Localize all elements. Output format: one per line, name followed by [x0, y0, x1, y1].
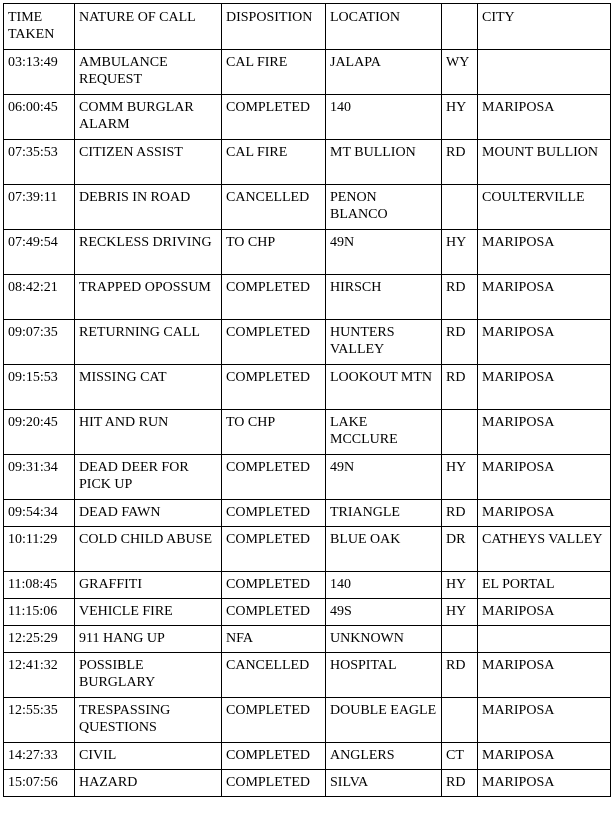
cell-time-taken: 09:20:45 — [4, 410, 75, 455]
table-row — [4, 140, 611, 185]
table-row — [4, 698, 611, 743]
cell-disposition: COMPLETED — [222, 770, 326, 797]
cell-street-suffix: HY — [442, 95, 478, 140]
cell-time-taken: 12:25:29 — [4, 626, 75, 653]
cell-nature-of-call: TRAPPED OPOSSUM — [75, 275, 222, 320]
cell-time-taken: 14:27:33 — [4, 743, 75, 770]
cell-street-suffix: WY — [442, 50, 478, 95]
cell-nature-of-call: RECKLESS DRIVING — [75, 230, 222, 275]
cell-street-suffix: HY — [442, 599, 478, 626]
cell-nature-of-call: CITIZEN ASSIST — [75, 140, 222, 185]
table-row — [4, 95, 611, 140]
cell-city: MARIPOSA — [478, 455, 611, 500]
table-row — [4, 410, 611, 455]
cell-street-suffix: DR — [442, 527, 478, 572]
cell-city: MARIPOSA — [478, 653, 611, 698]
cell-nature-of-call: DEBRIS IN ROAD — [75, 185, 222, 230]
cell-disposition: CAL FIRE — [222, 50, 326, 95]
cell-time-taken: 11:15:06 — [4, 599, 75, 626]
cell-disposition: COMPLETED — [222, 95, 326, 140]
cell-nature-of-call: GRAFFITI — [75, 572, 222, 599]
cell-disposition: COMPLETED — [222, 743, 326, 770]
cell-nature-of-call: COMM BURGLAR ALARM — [75, 95, 222, 140]
cell-nature-of-call: COLD CHILD ABUSE — [75, 527, 222, 572]
cell-disposition: TO CHP — [222, 230, 326, 275]
call-log-table — [3, 3, 611, 797]
cell-street-suffix: RD — [442, 140, 478, 185]
cell-time-taken: 07:49:54 — [4, 230, 75, 275]
cell-city: CATHEYS VALLEY — [478, 527, 611, 572]
header-disposition: DISPOSITION — [222, 4, 326, 50]
cell-street-suffix: HY — [442, 455, 478, 500]
cell-disposition: COMPLETED — [222, 599, 326, 626]
table-row — [4, 185, 611, 230]
cell-street-suffix: CT — [442, 743, 478, 770]
cell-city: MARIPOSA — [478, 770, 611, 797]
cell-disposition: COMPLETED — [222, 320, 326, 365]
cell-location: 140 — [326, 95, 442, 140]
cell-city: MARIPOSA — [478, 275, 611, 320]
cell-time-taken: 06:00:45 — [4, 95, 75, 140]
cell-nature-of-call: POSSIBLE BURGLARY — [75, 653, 222, 698]
cell-location: LAKE MCCLURE — [326, 410, 442, 455]
cell-city: COULTERVILLE — [478, 185, 611, 230]
cell-street-suffix — [442, 410, 478, 455]
header-city: CITY — [478, 4, 611, 50]
cell-nature-of-call: RETURNING CALL — [75, 320, 222, 365]
table-row — [4, 599, 611, 626]
cell-disposition: CAL FIRE — [222, 140, 326, 185]
table-row — [4, 572, 611, 599]
cell-city: MARIPOSA — [478, 599, 611, 626]
header-street-suffix — [442, 4, 478, 50]
cell-nature-of-call: CIVIL — [75, 743, 222, 770]
cell-city: MARIPOSA — [478, 95, 611, 140]
table-row — [4, 527, 611, 572]
cell-city: MARIPOSA — [478, 743, 611, 770]
cell-city: MOUNT BULLION — [478, 140, 611, 185]
cell-disposition: COMPLETED — [222, 698, 326, 743]
table-row — [4, 743, 611, 770]
table-row — [4, 275, 611, 320]
cell-time-taken: 09:54:34 — [4, 500, 75, 527]
cell-city: MARIPOSA — [478, 230, 611, 275]
table-row — [4, 500, 611, 527]
cell-time-taken: 09:15:53 — [4, 365, 75, 410]
cell-time-taken: 03:13:49 — [4, 50, 75, 95]
cell-nature-of-call: HIT AND RUN — [75, 410, 222, 455]
cell-nature-of-call: DEAD DEER FOR PICK UP — [75, 455, 222, 500]
cell-nature-of-call: DEAD FAWN — [75, 500, 222, 527]
cell-disposition: COMPLETED — [222, 275, 326, 320]
cell-time-taken: 15:07:56 — [4, 770, 75, 797]
cell-disposition: COMPLETED — [222, 500, 326, 527]
cell-time-taken: 09:07:35 — [4, 320, 75, 365]
table-row — [4, 653, 611, 698]
header-time-taken: TIME TAKEN — [4, 4, 75, 50]
cell-location: PENON BLANCO — [326, 185, 442, 230]
header-location: LOCATION — [326, 4, 442, 50]
cell-city: MARIPOSA — [478, 500, 611, 527]
cell-street-suffix — [442, 698, 478, 743]
cell-time-taken: 11:08:45 — [4, 572, 75, 599]
cell-location: 49N — [326, 230, 442, 275]
cell-location: 49S — [326, 599, 442, 626]
cell-city: MARIPOSA — [478, 320, 611, 365]
cell-location: LOOKOUT MTN — [326, 365, 442, 410]
cell-time-taken: 12:55:35 — [4, 698, 75, 743]
cell-disposition: TO CHP — [222, 410, 326, 455]
cell-location: DOUBLE EAGLE — [326, 698, 442, 743]
header-row — [4, 4, 611, 50]
cell-time-taken: 12:41:32 — [4, 653, 75, 698]
cell-disposition: COMPLETED — [222, 365, 326, 410]
cell-location: 140 — [326, 572, 442, 599]
cell-street-suffix — [442, 185, 478, 230]
cell-location: HOSPITAL — [326, 653, 442, 698]
call-log-body — [4, 50, 611, 797]
cell-time-taken: 09:31:34 — [4, 455, 75, 500]
cell-street-suffix: RD — [442, 653, 478, 698]
cell-nature-of-call: AMBULANCE REQUEST — [75, 50, 222, 95]
table-row — [4, 365, 611, 410]
cell-disposition: COMPLETED — [222, 527, 326, 572]
cell-location: MT BULLION — [326, 140, 442, 185]
cell-street-suffix — [442, 626, 478, 653]
cell-location: HUNTERS VALLEY — [326, 320, 442, 365]
cell-city — [478, 50, 611, 95]
cell-disposition: NFA — [222, 626, 326, 653]
table-row — [4, 320, 611, 365]
cell-city: MARIPOSA — [478, 365, 611, 410]
cell-street-suffix: HY — [442, 572, 478, 599]
cell-city: MARIPOSA — [478, 410, 611, 455]
cell-nature-of-call: VEHICLE FIRE — [75, 599, 222, 626]
cell-city — [478, 626, 611, 653]
cell-nature-of-call: 911 HANG UP — [75, 626, 222, 653]
table-row — [4, 626, 611, 653]
cell-street-suffix: RD — [442, 365, 478, 410]
cell-disposition: COMPLETED — [222, 455, 326, 500]
cell-disposition: CANCELLED — [222, 185, 326, 230]
cell-location: JALAPA — [326, 50, 442, 95]
cell-location: HIRSCH — [326, 275, 442, 320]
cell-disposition: COMPLETED — [222, 572, 326, 599]
table-row — [4, 230, 611, 275]
cell-street-suffix: HY — [442, 230, 478, 275]
table-row — [4, 50, 611, 95]
table-row — [4, 770, 611, 797]
cell-time-taken: 10:11:29 — [4, 527, 75, 572]
cell-location: 49N — [326, 455, 442, 500]
cell-nature-of-call: HAZARD — [75, 770, 222, 797]
cell-location: BLUE OAK — [326, 527, 442, 572]
cell-location: SILVA — [326, 770, 442, 797]
cell-street-suffix: RD — [442, 275, 478, 320]
cell-location: ANGLERS — [326, 743, 442, 770]
cell-disposition: CANCELLED — [222, 653, 326, 698]
cell-street-suffix: RD — [442, 500, 478, 527]
table-row — [4, 455, 611, 500]
cell-location: UNKNOWN — [326, 626, 442, 653]
cell-time-taken: 08:42:21 — [4, 275, 75, 320]
cell-time-taken: 07:39:11 — [4, 185, 75, 230]
cell-street-suffix: RD — [442, 770, 478, 797]
cell-nature-of-call: MISSING CAT — [75, 365, 222, 410]
cell-city: MARIPOSA — [478, 698, 611, 743]
header-nature-of-call: NATURE OF CALL — [75, 4, 222, 50]
cell-nature-of-call: TRESPASSING QUESTIONS — [75, 698, 222, 743]
cell-time-taken: 07:35:53 — [4, 140, 75, 185]
cell-street-suffix: RD — [442, 320, 478, 365]
cell-city: EL PORTAL — [478, 572, 611, 599]
cell-location: TRIANGLE — [326, 500, 442, 527]
